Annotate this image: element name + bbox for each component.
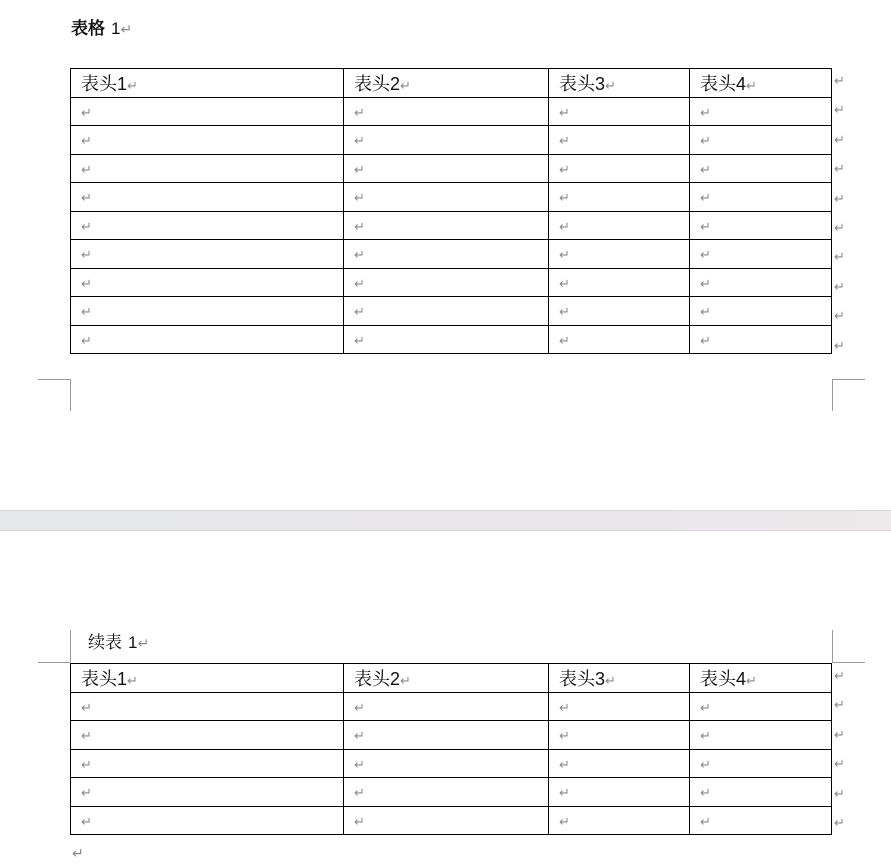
cell-end-mark-icon: ↵ [746, 673, 757, 689]
header-number: 2 [390, 668, 401, 689]
row-end-mark-icon: ↵ [834, 191, 845, 207]
cell-end-mark-icon: ↵ [81, 814, 92, 830]
header-cell-1[interactable] [71, 664, 344, 693]
cell-end-mark-icon: ↵ [354, 700, 365, 716]
cell-end-mark-icon: ↵ [700, 248, 711, 264]
cell-end-mark-icon: ↵ [559, 757, 570, 773]
header-number: 3 [595, 668, 606, 689]
cell-end-mark-icon: ↵ [127, 673, 138, 689]
table-cell[interactable] [549, 778, 690, 807]
cell-end-mark-icon: ↵ [559, 105, 570, 121]
cell-end-mark-icon: ↵ [354, 814, 365, 830]
cell-end-mark-icon: ↵ [700, 162, 711, 178]
cell-end-mark-icon: ↵ [354, 786, 365, 802]
cell-end-mark-icon: ↵ [81, 700, 92, 716]
cell-end-mark-icon: ↵ [354, 333, 365, 349]
header-number: 3 [595, 73, 606, 94]
table-cell[interactable] [690, 721, 832, 750]
table-row [71, 240, 832, 269]
cell-end-mark-icon: ↵ [81, 729, 92, 745]
cell-end-mark-icon: ↵ [81, 276, 92, 292]
caption-label: 续表 [88, 633, 122, 653]
table-cell[interactable] [344, 183, 549, 212]
header-number: 1 [117, 668, 128, 689]
table-caption-1[interactable] [71, 14, 132, 39]
table-cell[interactable] [344, 154, 549, 183]
table-cell[interactable] [690, 97, 832, 126]
table-cell[interactable] [549, 183, 690, 212]
table-row [71, 126, 832, 155]
table-1[interactable] [70, 68, 832, 354]
caption-number: 1 [111, 19, 121, 38]
table-cell[interactable] [549, 721, 690, 750]
row-end-mark-icon: ↵ [834, 162, 845, 178]
table-cell[interactable] [344, 325, 549, 354]
crop-mark-top-left-vertical [70, 630, 71, 662]
cell-end-mark-icon: ↵ [700, 219, 711, 235]
table-cell[interactable] [344, 778, 549, 807]
table-cell[interactable] [549, 297, 690, 326]
table-cell[interactable] [549, 692, 690, 721]
cell-end-mark-icon: ↵ [700, 757, 711, 773]
table-row [71, 806, 832, 835]
cell-end-mark-icon: ↵ [700, 105, 711, 121]
table-cell[interactable] [344, 240, 549, 269]
table-cell[interactable] [71, 297, 344, 326]
cell-end-mark-icon: ↵ [354, 305, 365, 321]
row-end-mark-icon: ↵ [834, 338, 845, 354]
table-header-row [71, 664, 832, 693]
row-end-mark-icon: ↵ [834, 132, 845, 148]
table-cell[interactable] [344, 806, 549, 835]
row-end-mark-icon: ↵ [834, 309, 845, 325]
table-cell[interactable] [71, 325, 344, 354]
table-cell[interactable] [71, 97, 344, 126]
paragraph-mark-icon: ↵ [137, 636, 150, 652]
table-cell[interactable] [71, 126, 344, 155]
cell-end-mark-icon: ↵ [81, 105, 92, 121]
table-row [71, 778, 832, 807]
cell-end-mark-icon: ↵ [559, 191, 570, 207]
cell-end-mark-icon: ↵ [559, 219, 570, 235]
cell-end-mark-icon: ↵ [700, 814, 711, 830]
table-row [71, 721, 832, 750]
cell-end-mark-icon: ↵ [81, 134, 92, 150]
header-number: 2 [390, 73, 401, 94]
table-cell[interactable] [71, 183, 344, 212]
document-page-2 [0, 531, 891, 864]
table-cell[interactable] [344, 268, 549, 297]
table-cell[interactable] [549, 97, 690, 126]
cell-end-mark-icon: ↵ [746, 78, 757, 94]
table-caption-continued[interactable] [88, 628, 149, 653]
table-cell[interactable] [549, 268, 690, 297]
table-cell[interactable] [549, 806, 690, 835]
header-label: 表头 [700, 73, 736, 95]
row-end-mark-icon: ↵ [834, 669, 845, 684]
header-cell-3[interactable] [549, 69, 690, 98]
table-cell[interactable] [71, 154, 344, 183]
row-end-mark-icon: ↵ [834, 786, 845, 802]
table-2-body [71, 664, 832, 835]
table-row [71, 268, 832, 297]
cell-end-mark-icon: ↵ [559, 814, 570, 830]
cell-end-mark-icon: ↵ [700, 700, 711, 716]
header-label: 表头 [559, 73, 595, 95]
table-row [71, 183, 832, 212]
table-1-continued[interactable] [70, 663, 832, 835]
table-cell[interactable] [344, 297, 549, 326]
table-cell[interactable] [344, 721, 549, 750]
table-cell[interactable] [549, 211, 690, 240]
cell-end-mark-icon: ↵ [700, 786, 711, 802]
cell-end-mark-icon: ↵ [354, 219, 365, 235]
table-cell[interactable] [690, 778, 832, 807]
cell-end-mark-icon: ↵ [605, 673, 616, 689]
table-cell[interactable] [690, 297, 832, 326]
table-cell[interactable] [344, 126, 549, 155]
cell-end-mark-icon: ↵ [559, 729, 570, 745]
table-1-body [71, 69, 832, 354]
paragraph-mark-icon: ↵ [120, 22, 133, 38]
cell-end-mark-icon: ↵ [81, 248, 92, 264]
cell-end-mark-icon: ↵ [700, 191, 711, 207]
table-cell[interactable] [344, 211, 549, 240]
header-cell-2[interactable] [344, 664, 549, 693]
table-cell[interactable] [690, 211, 832, 240]
header-cell-3[interactable] [549, 664, 690, 693]
table-cell[interactable] [690, 154, 832, 183]
header-label: 表头 [354, 668, 390, 690]
cell-end-mark-icon: ↵ [354, 276, 365, 292]
table-cell[interactable] [690, 183, 832, 212]
table-row [71, 211, 832, 240]
crop-mark-left-horizontal [38, 379, 70, 380]
cell-end-mark-icon: ↵ [400, 78, 411, 94]
table-cell[interactable] [549, 154, 690, 183]
cell-end-mark-icon: ↵ [559, 162, 570, 178]
header-cell-1[interactable] [71, 69, 344, 98]
cell-end-mark-icon: ↵ [354, 729, 365, 745]
header-label: 表头 [81, 668, 117, 690]
cell-end-mark-icon: ↵ [81, 162, 92, 178]
table-cell[interactable] [690, 126, 832, 155]
cell-end-mark-icon: ↵ [81, 191, 92, 207]
header-cell-4[interactable] [690, 69, 832, 98]
cell-end-mark-icon: ↵ [354, 134, 365, 150]
table-cell[interactable] [71, 778, 344, 807]
cell-end-mark-icon: ↵ [605, 78, 616, 94]
cell-end-mark-icon: ↵ [700, 134, 711, 150]
cell-end-mark-icon: ↵ [559, 305, 570, 321]
table-cell[interactable] [71, 806, 344, 835]
cell-end-mark-icon: ↵ [559, 276, 570, 292]
cell-end-mark-icon: ↵ [400, 673, 411, 689]
table-cell[interactable] [549, 240, 690, 269]
table-header-row [71, 69, 832, 98]
cell-end-mark-icon: ↵ [559, 248, 570, 264]
cell-end-mark-icon: ↵ [81, 757, 92, 773]
cell-end-mark-icon: ↵ [700, 333, 711, 349]
cell-end-mark-icon: ↵ [81, 333, 92, 349]
row-end-mark-icon: ↵ [834, 250, 845, 266]
crop-mark-top-right-vertical [832, 630, 833, 662]
cell-end-mark-icon: ↵ [559, 333, 570, 349]
table-cell[interactable] [690, 240, 832, 269]
row-end-mark-icon: ↵ [834, 74, 845, 89]
cell-end-mark-icon: ↵ [354, 105, 365, 121]
table-cell[interactable] [690, 268, 832, 297]
row-end-mark-icon: ↵ [834, 103, 845, 119]
cell-end-mark-icon: ↵ [81, 305, 92, 321]
crop-mark-top-right-horizontal [832, 662, 865, 663]
cell-end-mark-icon: ↵ [354, 248, 365, 264]
table-row [71, 154, 832, 183]
table-cell[interactable] [71, 268, 344, 297]
table-cell[interactable] [71, 240, 344, 269]
caption-label: 表格 [71, 19, 105, 39]
cell-end-mark-icon: ↵ [700, 276, 711, 292]
table-cell[interactable] [344, 97, 549, 126]
table-cell[interactable] [71, 749, 344, 778]
cell-end-mark-icon: ↵ [354, 191, 365, 207]
header-number: 1 [117, 73, 128, 94]
header-cell-2[interactable] [344, 69, 549, 98]
row-end-mark-icon: ↵ [834, 279, 845, 295]
table-cell[interactable] [690, 325, 832, 354]
row-end-mark-icon: ↵ [834, 757, 845, 773]
crop-mark-top-left-horizontal [38, 662, 70, 663]
table-cell[interactable] [344, 749, 549, 778]
table-cell[interactable] [549, 325, 690, 354]
table-row [71, 297, 832, 326]
cell-end-mark-icon: ↵ [700, 729, 711, 745]
header-label: 表头 [354, 73, 390, 95]
row-end-mark-icon: ↵ [834, 727, 845, 743]
crop-mark-right-vertical [832, 379, 833, 411]
table-cell[interactable] [690, 806, 832, 835]
header-cell-4[interactable] [690, 664, 832, 693]
table-row [71, 325, 832, 354]
cell-end-mark-icon: ↵ [127, 78, 138, 94]
cell-end-mark-icon: ↵ [559, 134, 570, 150]
table-cell[interactable] [690, 692, 832, 721]
table-cell[interactable] [71, 721, 344, 750]
table-cell[interactable] [549, 126, 690, 155]
table-cell[interactable] [71, 211, 344, 240]
cell-end-mark-icon: ↵ [354, 162, 365, 178]
caption-number: 1 [128, 633, 138, 652]
row-end-mark-icon: ↵ [834, 221, 845, 236]
header-label: 表头 [700, 668, 736, 690]
cell-end-mark-icon: ↵ [559, 786, 570, 802]
table-row [71, 749, 832, 778]
table-cell[interactable] [549, 749, 690, 778]
cell-end-mark-icon: ↵ [354, 757, 365, 773]
table-row [71, 692, 832, 721]
table-cell[interactable] [690, 749, 832, 778]
row-end-mark-icon: ↵ [834, 816, 845, 831]
cell-end-mark-icon: ↵ [81, 786, 92, 802]
table-row [71, 97, 832, 126]
crop-mark-left-vertical [70, 379, 71, 411]
table-cell[interactable] [71, 692, 344, 721]
header-number: 4 [736, 73, 747, 94]
header-label: 表头 [559, 668, 595, 690]
cell-end-mark-icon: ↵ [700, 305, 711, 321]
table-cell[interactable] [344, 692, 549, 721]
crop-mark-right-horizontal [832, 379, 865, 380]
header-number: 4 [736, 668, 747, 689]
cell-end-mark-icon: ↵ [81, 219, 92, 235]
paragraph-mark-icon: ↵ [72, 846, 84, 862]
page-separator [0, 510, 891, 531]
header-label: 表头 [81, 73, 117, 95]
cell-end-mark-icon: ↵ [559, 700, 570, 716]
row-end-mark-icon: ↵ [834, 698, 845, 714]
